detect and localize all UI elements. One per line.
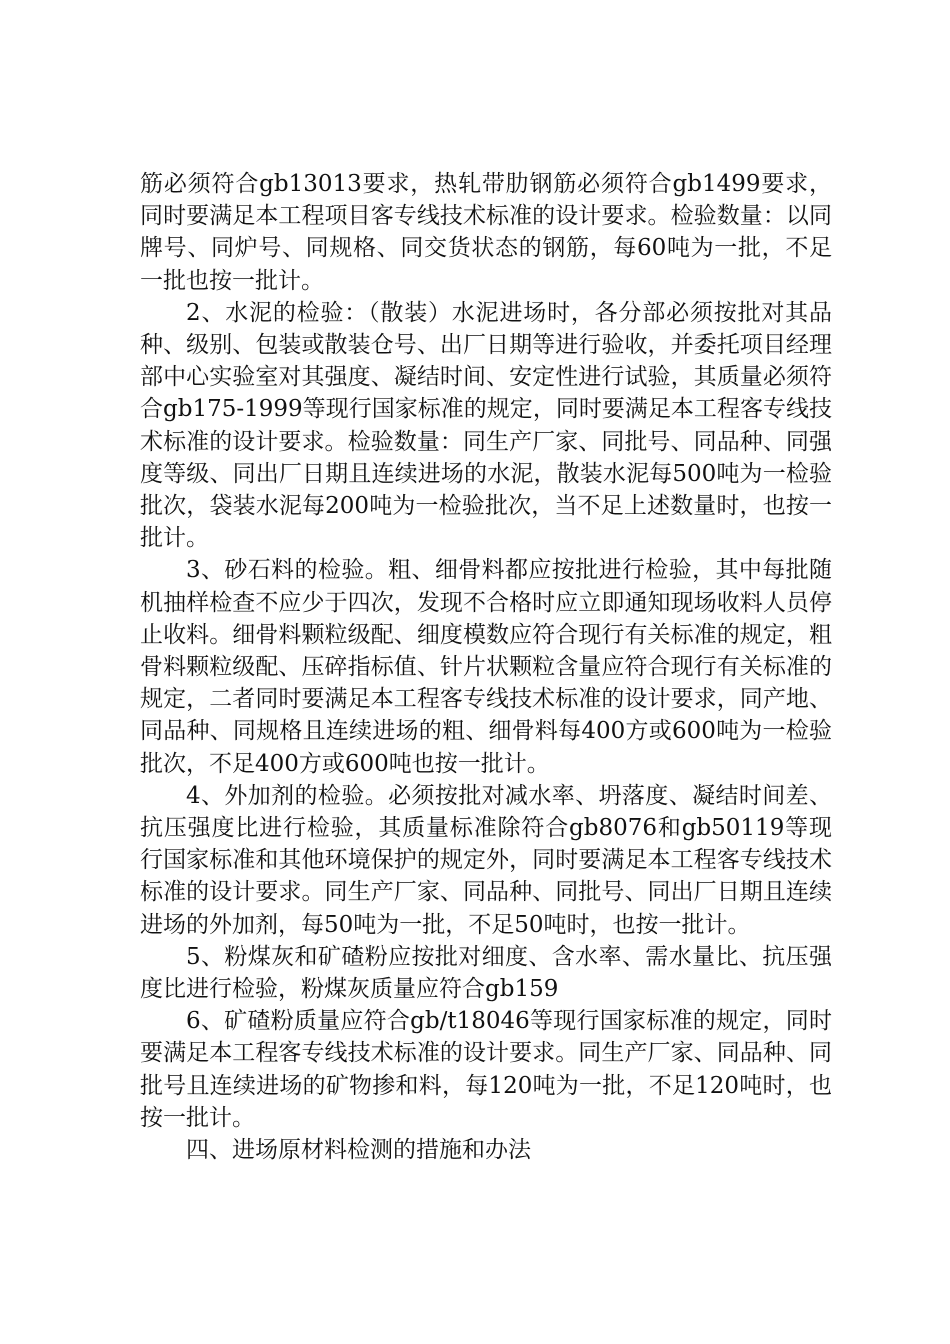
paragraph-aggregate-inspection: 3、砂石料的检验。粗、细骨料都应按批进行检验，其中每批随机抽样检查不应少于四次，发现不合格时应立即通知现场收料人员停止收料。细骨料颗粒级配、细度模数应符合现行有关标准的规定，粗骨料颗粒级配、压碎指标值、针片状颗粒含量应符合现行有关标准的规定，二者同时要满足本工程客专线技术标准的设计要求，同产地、同品种、同规格且连续进场的粗、细骨料每400方或600吨为一检验批次，不足400方或600吨也按一批计。 — [140, 557, 832, 777]
document-body — [140, 168, 832, 1166]
paragraph-steel-continuation: 筋必须符合gb13013要求，热轧带肋钢筋必须符合gb1499要求，同时要满足本工程项目客专线技术标准的设计要求。检验数量：以同牌号、同炉号、同规格、同交货状态的钢筋，每60吨为一批，不足一批也按一批计。 — [140, 171, 832, 294]
paragraph-flyash-inspection: 5、粉煤灰和矿碴粉应按批对细度、含水率、需水量比、抗压强度比进行检验，粉煤灰质量应符合gb159 — [140, 943, 832, 1003]
paragraph-admixture-inspection: 4、外加剂的检验。必须按批对减水率、坍落度、凝结时间差、抗压强度比进行检验，其质量标准除符合gb8076和gb50119等现行国家标准和其他环境保护的规定外，同时要满足本工程客专线技术标准的设计要求。同生产厂家、同品种、同批号、同出厂日期且连续进场的外加剂，每50吨为一批，不足50吨时，也按一批计。 — [140, 782, 832, 938]
paragraph-slag-powder-inspection: 6、矿碴粉质量应符合gb/t18046等现行国家标准的规定，同时要满足本工程客专线技术标准的设计要求。同生产厂家、同品种、同批号且连续进场的矿物掺和料，每120吨为一批，不足120吨时，也按一批计。 — [140, 1008, 832, 1131]
paragraph-cement-inspection: 2、水泥的检验：（散装）水泥进场时，各分部必须按批对其品种、级别、包装或散装仓号、出厂日期等进行验收，并委托项目经理部中心实验室对其强度、凝结时间、安定性进行试验，其质量必须符合gb175-1999等现行国家标准的规定，同时要满足本工程客专线技术标准的设计要求。检验数量：同生产厂家、同批号、同品种、同强度等级、同出厂日期且连续进场的水泥，散装水泥每500吨为一检验批次，袋装水泥每200吨为一检验批次，当不足上述数量时，也按一批计。 — [140, 299, 832, 552]
section-heading-measures: 四、进场原材料检测的措施和办法 — [186, 1137, 531, 1164]
